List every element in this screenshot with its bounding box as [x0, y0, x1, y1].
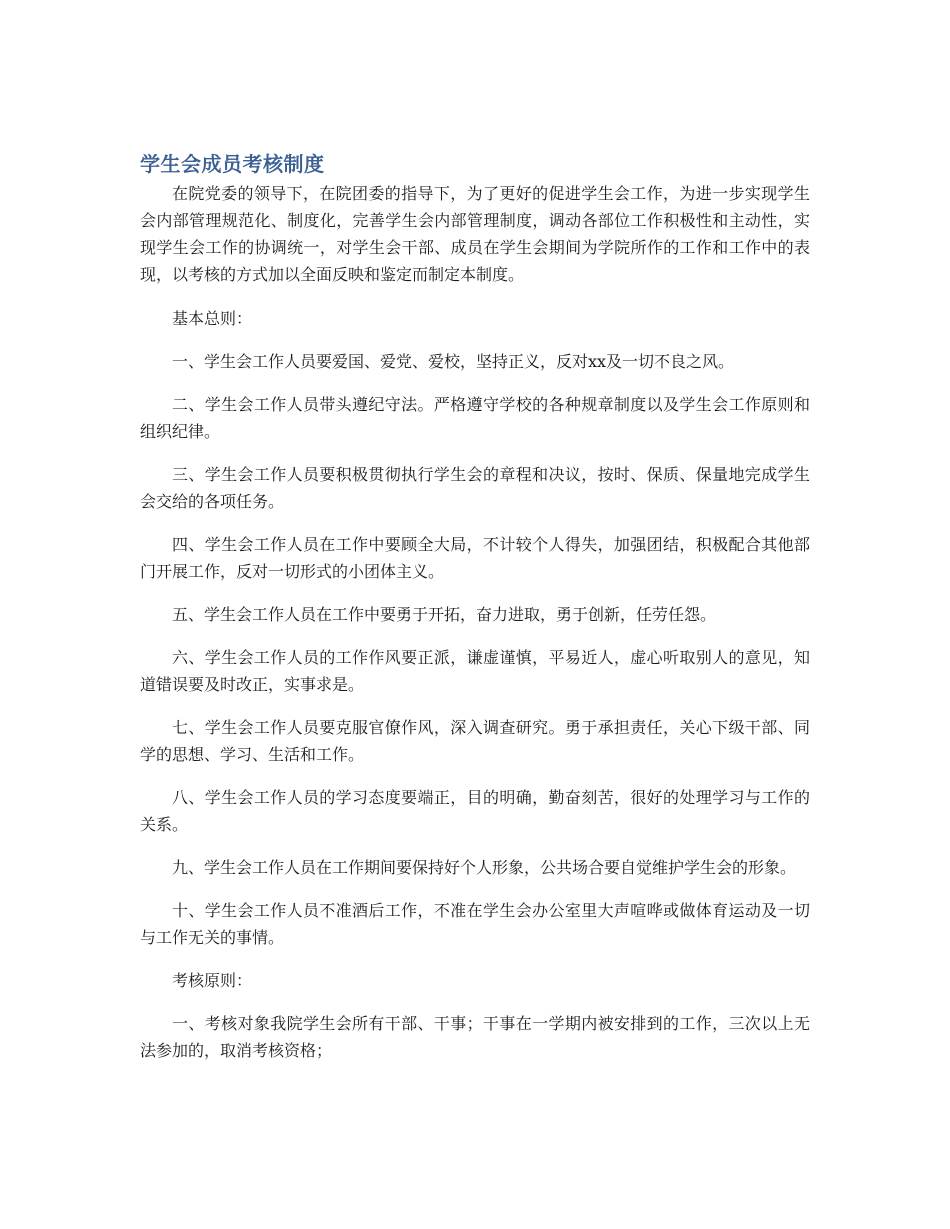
rule-item: 五、学生会工作人员在工作中要勇于开拓，奋力进取，勇于创新，任劳任怨。 — [172, 605, 717, 624]
rule-item: 六、学生会工作人员的工作作风要正派，谦虚谨慎，平易近人，虚心听取别人的意见，知道错误要及时改正，实事求是。 — [140, 648, 810, 694]
rule-item: 九、学生会工作人员在工作期间要保持好个人形象，公共场合要自觉维护学生会的形象。 — [172, 858, 797, 877]
rule-item: 七、学生会工作人员要克服官僚作风，深入调查研究。勇于承担责任，关心下级干部、同学的思想、学习、生活和工作。 — [140, 718, 810, 764]
section-heading-assessment-principles: 考核原则： — [172, 971, 253, 990]
document-content — [140, 150, 810, 1080]
principle-item: 一、考核对象我院学生会所有干部、干事；干事在一学期内被安排到的工作，三次以上无法参加的，取消考核资格； — [140, 1014, 810, 1060]
section-heading-general-rules: 基本总则： — [172, 309, 253, 328]
rule-item: 十、学生会工作人员不准酒后工作，不准在学生会办公室里大声喧哗或做体育运动及一切与工作无关的事情。 — [140, 901, 810, 947]
rule-item: 四、学生会工作人员在工作中要顾全大局，不计较个人得失，加强团结，积极配合其他部门开展工作，反对一切形式的小团体主义。 — [140, 535, 810, 581]
rule-item: 一、学生会工作人员要爱国、爱党、爱校，坚持正义，反对xx及一切不良之风。 — [172, 352, 735, 371]
intro-paragraph: 在院党委的领导下，在院团委的指导下，为了更好的促进学生会工作，为进一步实现学生会内部管理规范化、制度化，完善学生会内部管理制度，调动各部位工作积极性和主动性，实现学生会工作的协调统一，对学生会干部、成员在学生会期间为学院所作的工作和工作中的表现，以考核的方式加以全面反映和鉴定而制定本制度。 — [140, 184, 810, 284]
rule-item: 三、学生会工作人员要积极贯彻执行学生会的章程和决议，按时、保质、保量地完成学生会交给的各项任务。 — [140, 465, 810, 511]
document-title: 学生会成员考核制度 — [140, 152, 325, 176]
rule-item: 二、学生会工作人员带头遵纪守法。严格遵守学校的各种规章制度以及学生会工作原则和组织纪律。 — [140, 395, 810, 441]
rule-item: 八、学生会工作人员的学习态度要端正，目的明确，勤奋刻苦，很好的处理学习与工作的关系。 — [140, 788, 810, 834]
